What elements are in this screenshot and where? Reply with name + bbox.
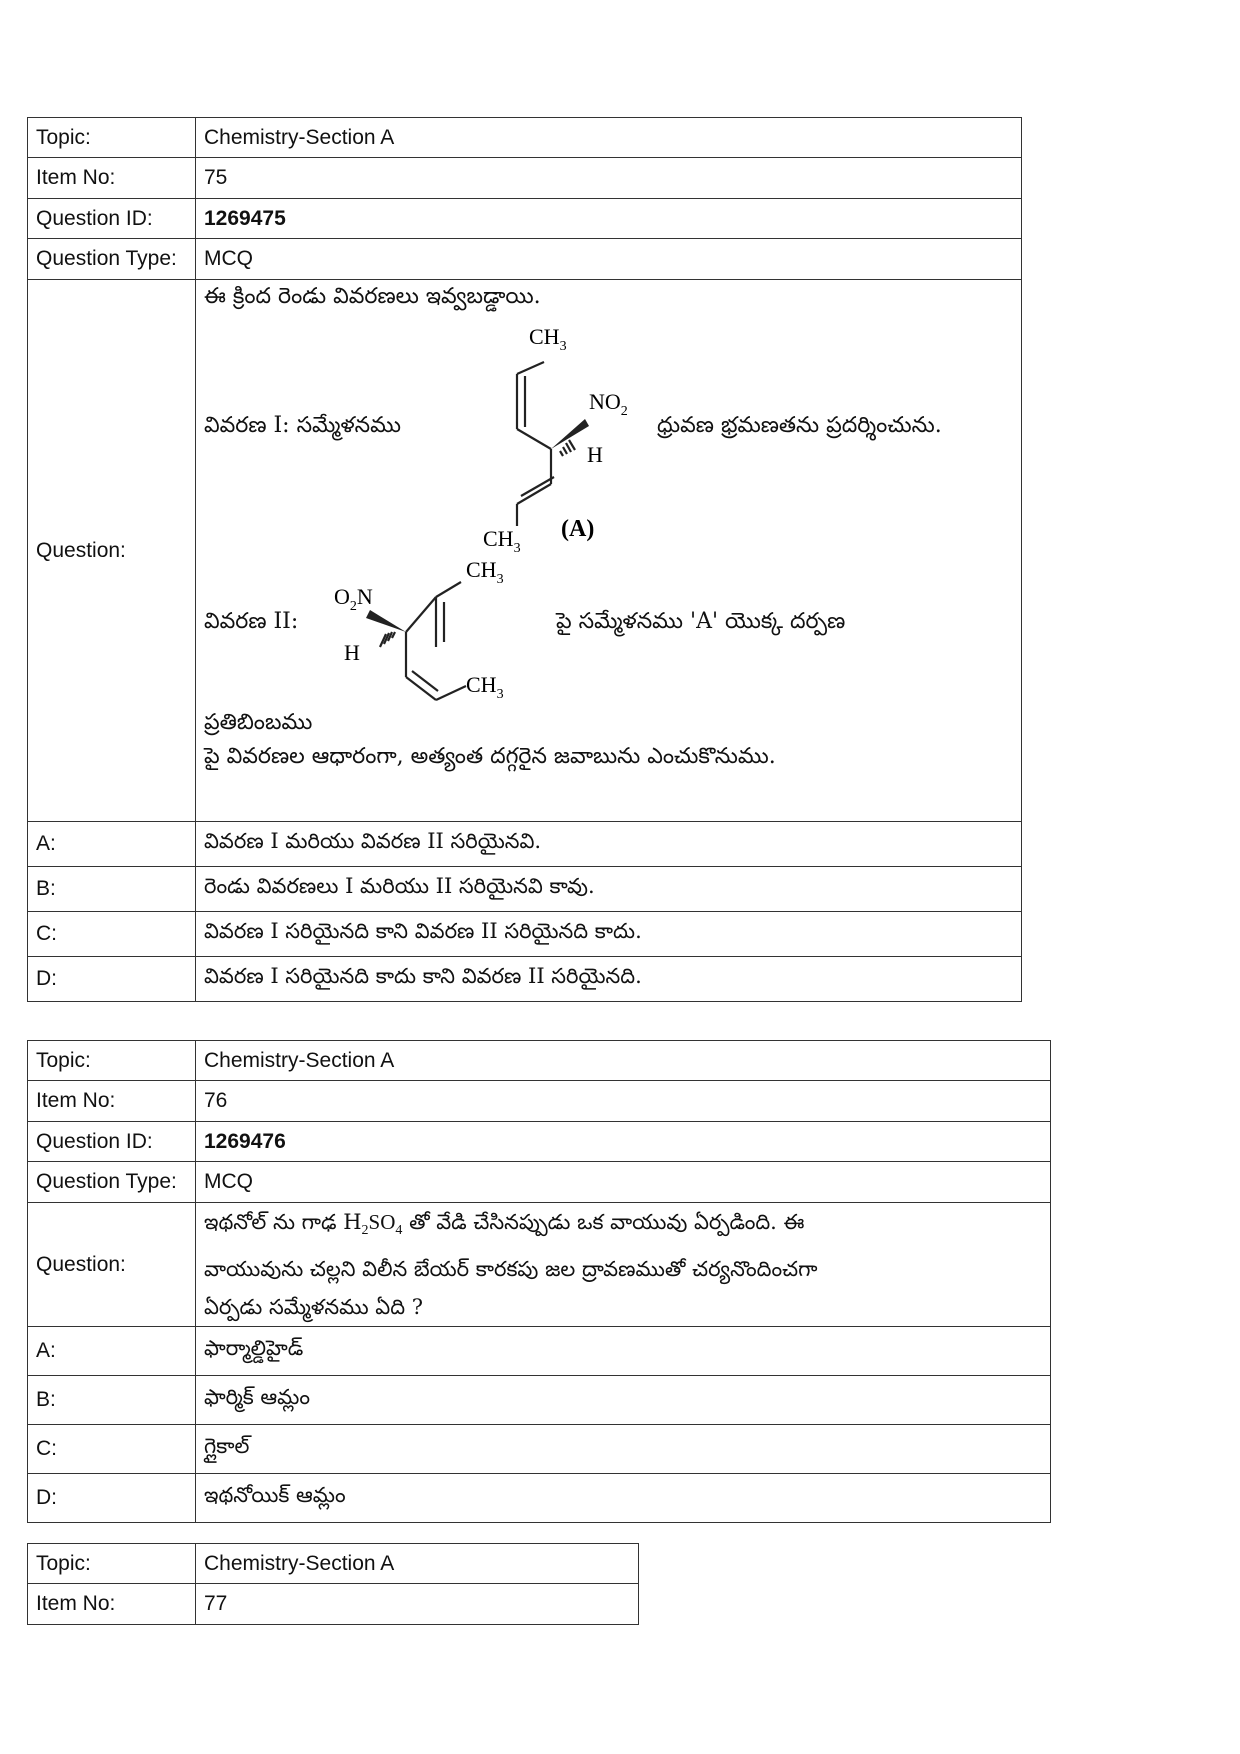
ch3-bottom-label: $CH_3$ — [483, 526, 521, 556]
question-body — [196, 1203, 1051, 1327]
question-type-label: Question Type: — [28, 239, 196, 280]
statement-1-prefix: వివరణ I: సమ్మేళనము — [204, 413, 402, 438]
question-table-77 — [27, 1543, 639, 1625]
option-b-text: ఫార్మిక్ ఆమ్లం — [196, 1376, 1051, 1425]
topic-value: Chemistry-Section A — [196, 1041, 1051, 1081]
h-label: H — [587, 442, 603, 467]
ch3-bottom-label: $CH_3$ — [466, 672, 504, 702]
topic-value: Chemistry-Section A — [196, 1544, 639, 1584]
question-table-75 — [27, 117, 1022, 1002]
question-table-76 — [27, 1040, 1051, 1523]
question-label: Question: — [28, 280, 196, 822]
ch3-top-label: $CH_3$ — [529, 324, 567, 354]
option-d-text: ఇథనోయిక్ ఆమ్లం — [196, 1474, 1051, 1523]
ch3-top-label: $CH_3$ — [466, 557, 504, 587]
option-b-label: B: — [28, 867, 196, 912]
wedge-bond-icon — [366, 610, 406, 632]
question-closing: పై వివరణల ఆధారంగా, అత్యంత దగ్గరైన జవాబును ఎంచుకొనుము. — [204, 744, 776, 769]
statement-2-prefix: వివరణ II: — [204, 609, 299, 634]
no2-label: $NO_2$ — [589, 389, 628, 419]
item-no-label: Item No: — [28, 158, 196, 199]
question-line-3: ఏర్పడు సమ్మేళనము ఏది ? — [204, 1295, 424, 1320]
option-d-label: D: — [28, 957, 196, 1002]
question-body — [196, 280, 1022, 822]
question-intro: ఈ క్రింద రెండు వివరణలు ఇవ్వబడ్డాయి. — [204, 284, 541, 309]
question-id-value: 1269475 — [196, 199, 1022, 239]
question-type-label: Question Type: — [28, 1162, 196, 1203]
topic-label: Topic: — [28, 1544, 196, 1584]
option-a-text: వివరణ I మరియు వివరణ II సరియైనవి. — [196, 822, 1022, 867]
topic-label: Topic: — [28, 1041, 196, 1081]
option-b-text: రెండు వివరణలు I మరియు II సరియైనవి కావు. — [196, 867, 1022, 912]
topic-value: Chemistry-Section A — [196, 118, 1022, 158]
option-c-label: C: — [28, 912, 196, 957]
item-no-value: 75 — [196, 158, 1022, 199]
option-a-label: A: — [28, 822, 196, 867]
question-type-value: MCQ — [196, 1162, 1051, 1203]
option-c-text: వివరణ I సరియైనది కాని వివరణ II సరియైనది కాదు. — [196, 912, 1022, 957]
question-line-1: ఇథనోల్ ను గాఢ $H_2SO_4$ తో వేడి చేసినప్పుడు ఒక వాయువు ఏర్పడింది. ఈ — [204, 1210, 805, 1239]
option-c-label: C: — [28, 1425, 196, 1474]
question-id-label: Question ID: — [28, 1122, 196, 1162]
h-label: H — [344, 640, 360, 665]
question-id-value: 1269476 — [196, 1122, 1051, 1162]
compound-a-label: (A) — [561, 516, 595, 542]
option-c-text: గ్లైకాల్ — [196, 1425, 1051, 1474]
item-no-value: 77 — [196, 1584, 639, 1625]
item-no-label: Item No: — [28, 1081, 196, 1122]
option-b-label: B: — [28, 1376, 196, 1425]
statement-1-suffix: ధ్రువణ భ్రమణతను ప్రదర్శించును. — [657, 413, 942, 438]
question-type-value: MCQ — [196, 239, 1022, 280]
o2n-label: $O_2N$ — [334, 584, 373, 614]
question-label: Question: — [28, 1203, 196, 1327]
option-d-label: D: — [28, 1474, 196, 1523]
statement-2 — [204, 542, 1013, 706]
statement-2-suffix: పై సమ్మేళనము 'A' యొక్క దర్పణ — [556, 609, 846, 634]
statement-1 — [204, 314, 1013, 556]
option-a-text: ఫార్మాల్డిహైడ్ — [196, 1327, 1051, 1376]
topic-label: Topic: — [28, 118, 196, 158]
item-no-value: 76 — [196, 1081, 1051, 1122]
question-id-label: Question ID: — [28, 199, 196, 239]
option-d-text: వివరణ I సరియైనది కాదు కాని వివరణ II సరియైనది. — [196, 957, 1022, 1002]
item-no-label: Item No: — [28, 1584, 196, 1625]
statement-2-tail: ప్రతిబింబము — [204, 710, 313, 735]
structure-b-image — [316, 542, 516, 706]
question-line-2: వాయువును చల్లని విలీన బేయర్ కారకపు జల ద్రావణముతో చర్యనొందించగా — [204, 1257, 818, 1282]
structure-a-image — [469, 314, 639, 556]
wedge-bond-icon — [551, 419, 589, 449]
option-a-label: A: — [28, 1327, 196, 1376]
